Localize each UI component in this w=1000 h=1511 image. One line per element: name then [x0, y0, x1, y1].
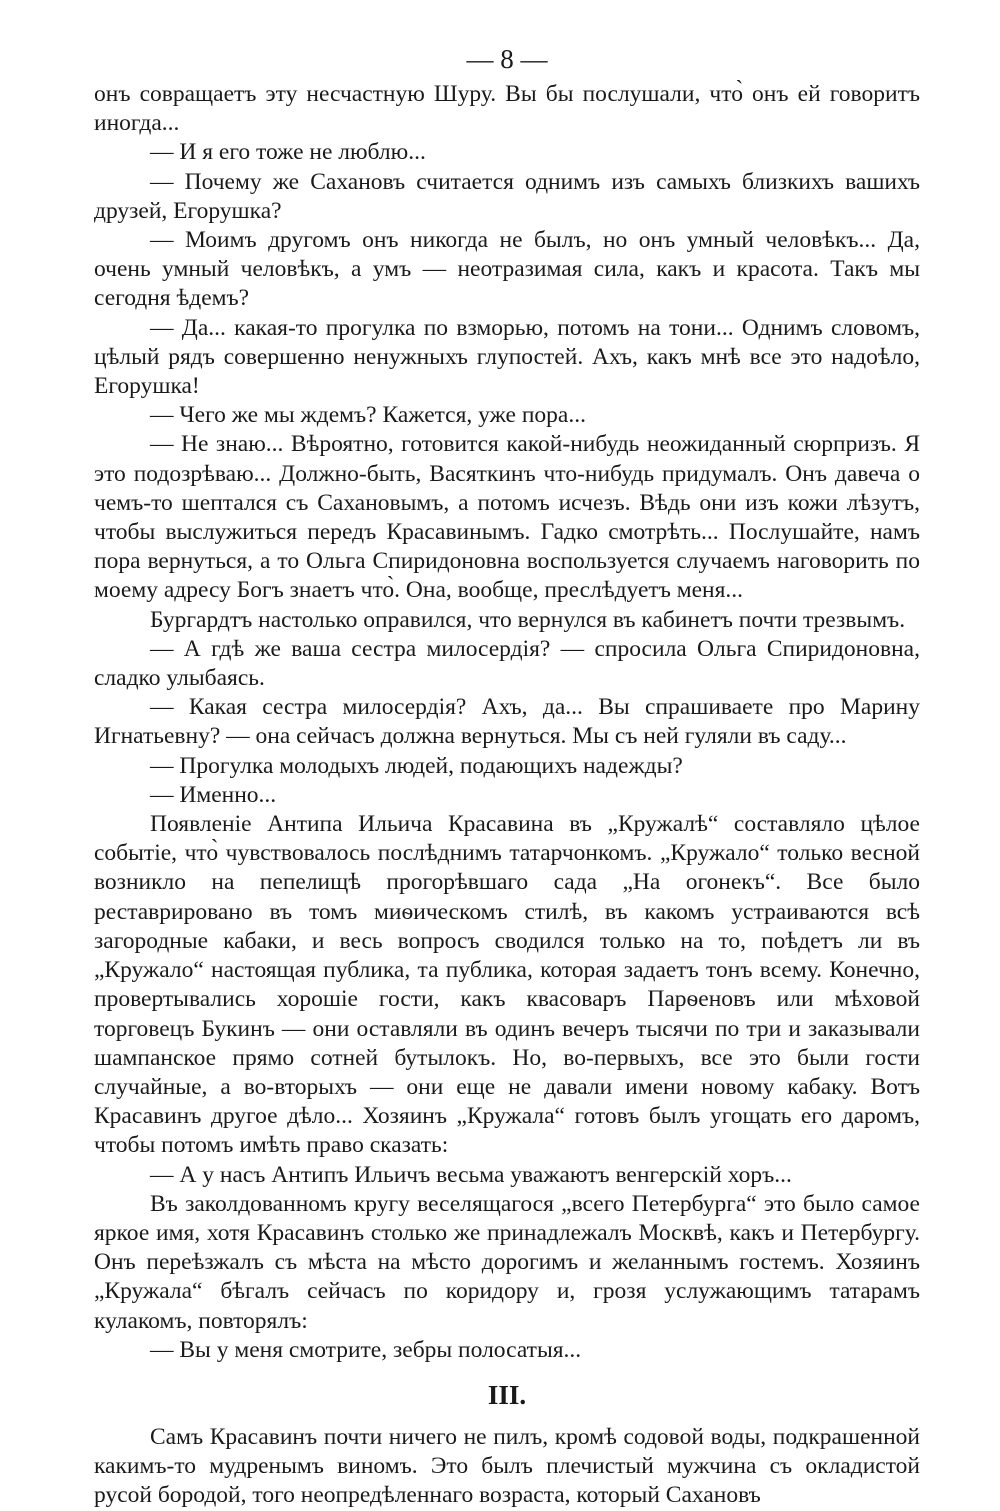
paragraph: — Моимъ другомъ онъ никогда не былъ, но онъ умный человѣкъ... Да, очень умный человѣкъ, а умъ — неотразимая сила, какъ и красота. Такъ мы сегодня ѣдемъ?: [94, 227, 920, 312]
paragraph: — Чего же мы ждемъ? Кажется, уже пора...: [150, 402, 586, 429]
paragraph: — Почему же Сахановъ считается однимъ изъ самыхъ близкихъ вашихъ друзей, Егорушка?: [94, 168, 920, 224]
paragraph: Появленіе Антипа Ильича Красавина въ „Кружалѣ“ составляло цѣлое событіе, что̀ чувствовалось послѣднимъ татарчонкомъ. „Кружало“ только весной возникло на пепелищѣ прогорѣвшаго сада „На огонекъ“. Все было реставрировано въ томъ миѳическомъ стилѣ, въ какомъ устраиваются всѣ загородные кабаки, и весь вопросъ сводился только на то, поѣдетъ ли въ „Кружало“ настоящая публика, та публика, которая задаетъ тонъ всему. Конечно, провертывались хорошіе гости, какъ квасоваръ Парѳеновъ или мѣховой торговецъ Букинъ — они оставляли въ одинъ вечеръ тысячи по три и заказывали шампанское прямо сотней бутылокъ. Но, во-первыхъ, все это были гости случайные, а во-вторыхъ — они еще не давали имени новому кабаку. Вотъ Красавинъ другое дѣло... Хозяинъ „Кружала“ готовъ былъ угощать его даромъ, чтобы потомъ имѣть право сказать:: [94, 811, 920, 1159]
paragraph: Бургардтъ настолько оправился, что вернулся въ кабинетъ почти трезвымъ.: [150, 606, 906, 633]
section-heading: III.: [487, 1379, 527, 1410]
paragraph: — Именно...: [150, 781, 277, 808]
paragraph: — И я его тоже не люблю...: [150, 139, 426, 166]
page-number: — 8 —: [466, 44, 548, 74]
paragraph: — Не знаю... Вѣроятно, готовится какой-нибудь неожиданный сюрпризъ. Я это подозрѣваю... Должно-быть, Васяткинъ что-нибудь придумалъ. Онъ давеча о чемъ-то шептался съ Сахановымъ, а потомъ исчезъ. Вѣдь они изъ кожи лѣзутъ, чтобы выслужиться передъ Красавинымъ. Гадко смотрѣть... Послушайте, намъ пора вернуться, а то Ольга Спиридоновна воспользуется случаемъ наговорить по моему адресу Богъ знаетъ что̀. Она, вообще, преслѣдуетъ меня...: [94, 431, 920, 604]
paragraph: Въ заколдованномъ кругу веселящагося „всего Петербурга“ это было самое яркое имя, хотя Красавинъ столько же принадлежалъ Москвѣ, какъ и Петербургу. Онъ переѣзжалъ съ мѣста на мѣсто дорогимъ и желаннымъ гостемъ. Хозяинъ „Кружала“ бѣгалъ сейчасъ по коридору и, грозя услужающимъ татарамъ кулакомъ, повторялъ:: [94, 1190, 920, 1334]
paragraph: — Да... какая-то прогулка по взморью, потомъ на тони... Однимъ словомъ, цѣлый рядъ совершенно ненужныхъ глупостей. Ахъ, какъ мнѣ все это надоѣло, Егорушка!: [94, 314, 920, 400]
paragraph: — Прогулка молодыхъ людей, подающихъ надежды?: [150, 752, 683, 779]
paragraph: — А у насъ Антипъ Ильичъ весьма уважаютъ венгерскій хоръ...: [150, 1161, 792, 1188]
paragraph: онъ совращаетъ эту несчастную Шуру. Вы бы послушали, что̀ онъ ей говоритъ иногда...: [94, 81, 920, 137]
paragraph: Самъ Красавинъ почти ничего не пилъ, кромѣ содовой воды, подкрашенной какимъ-то мудренымъ виномъ. Это былъ плечистый мужчина съ окладистой русой бородой, того неопредѣленнаго возраста, который Сахановъ: [94, 1423, 920, 1509]
paragraph: — А гдѣ же ваша сестра милосердія? — спросила Ольга Спиридоновна, сладко улыбаясь.: [94, 635, 920, 692]
paragraph: — Вы у меня смотрите, зебры полосатыя...: [150, 1336, 582, 1363]
text-body-after: [94, 1423, 920, 1511]
paragraph: — Какая сестра милосердія? Ахъ, да... Вы спрашиваете про Марину Игнатьевну? — она сейчасъ должна вернуться. Мы съ ней гуляли въ саду...: [94, 694, 920, 750]
text-body-before: [94, 80, 920, 1365]
